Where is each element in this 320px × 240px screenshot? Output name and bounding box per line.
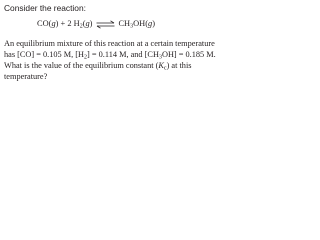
product-ch3oh: $CH_3OH(g)$ (118, 19, 155, 30)
question-line-2: has [CO] = 0.105 M, $[H_2] = 0.114$ M, and $[CH_3OH] = 0.185$ M. (4, 50, 216, 61)
question-line-3: What is the value of the equilibrium constant $(K_c)$ at this (4, 61, 192, 72)
reactant-co: CO(g) (37, 19, 59, 28)
reactant-h2: 2 $H_2(g)$ (67, 19, 93, 30)
plus-sign: + (60, 19, 66, 28)
question-line-1: An equilibrium mixture of this reaction at a certain temperature (4, 39, 215, 48)
reaction-equation (37, 18, 155, 30)
question-intro: Consider the reaction: (4, 3, 86, 13)
question-line-4: temperature? (4, 72, 48, 81)
equilibrium-arrow-icon (96, 20, 115, 29)
